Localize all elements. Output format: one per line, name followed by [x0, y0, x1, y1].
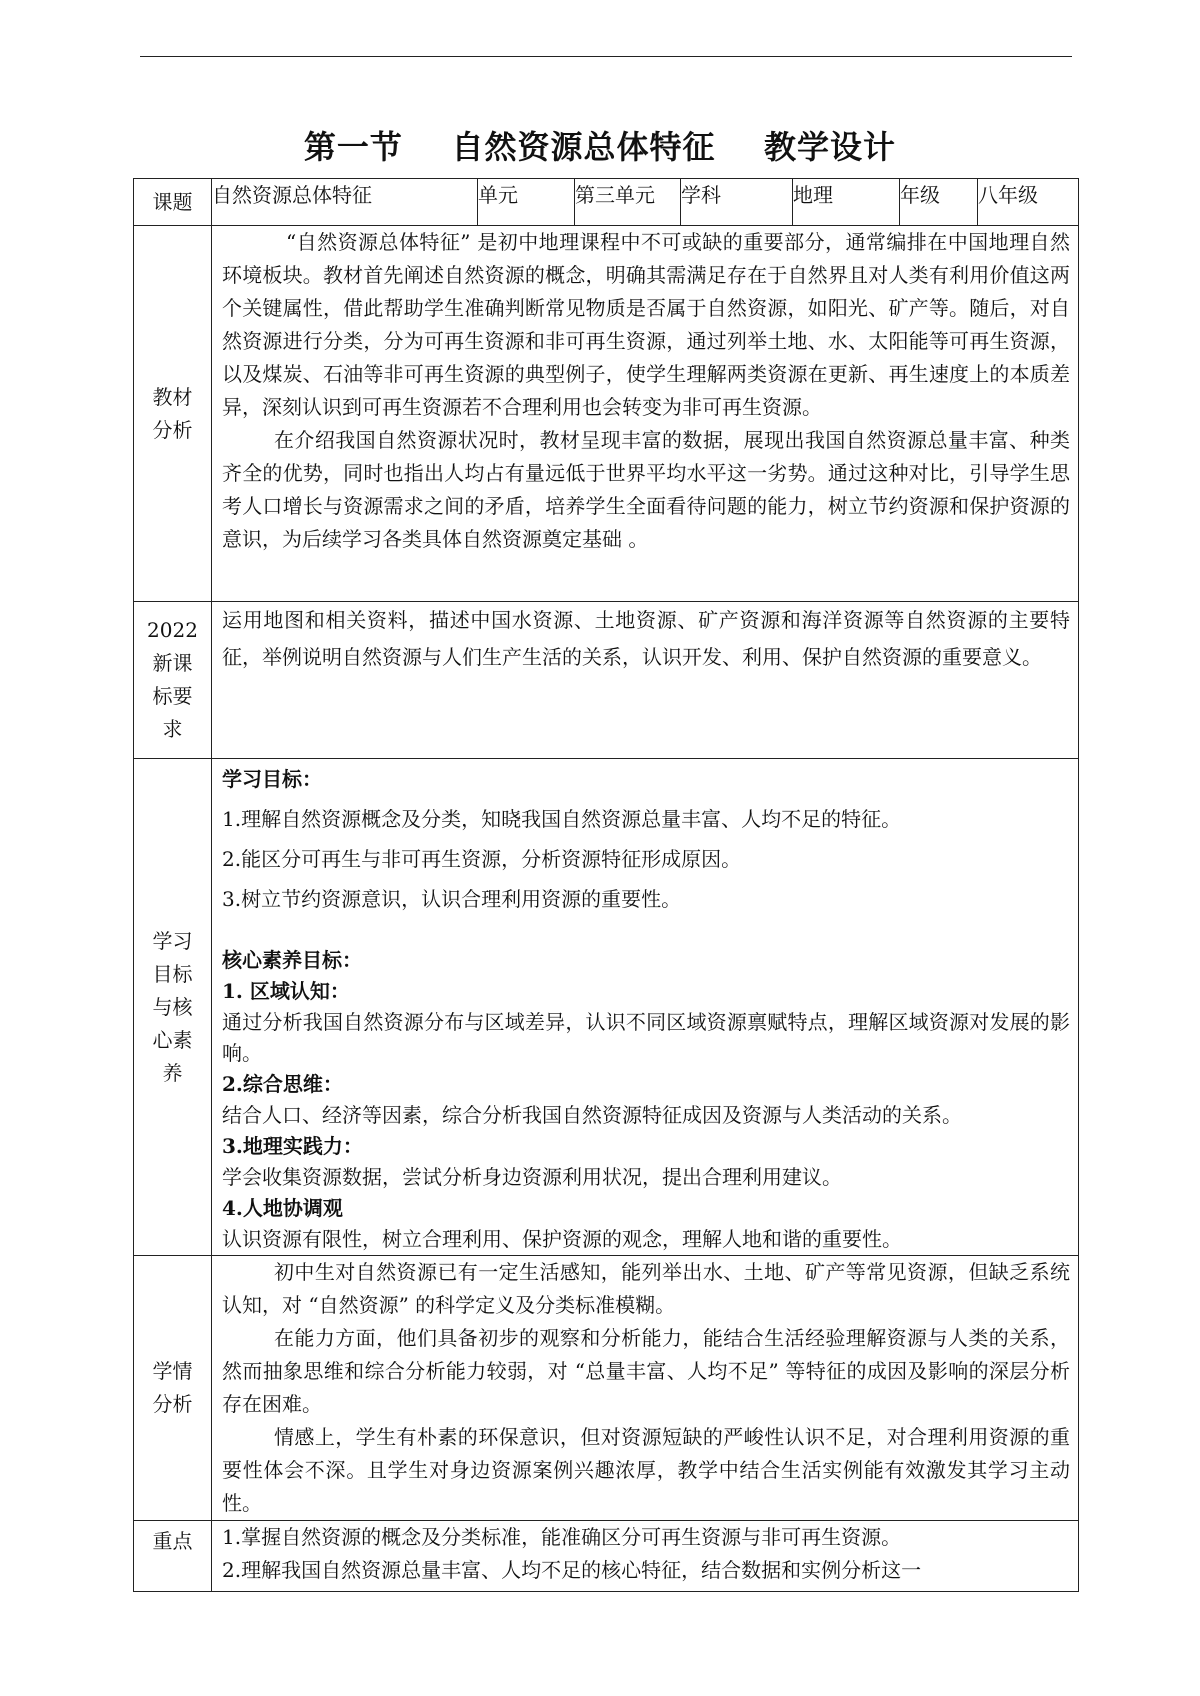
- label-line: 分析: [152, 1392, 193, 1416]
- curriculum-standard-content: [212, 602, 1079, 759]
- textbook-analysis-label: [134, 226, 212, 602]
- student-analysis-label: [134, 1256, 212, 1521]
- core-item-title: 3.地理实践力：: [222, 1134, 363, 1158]
- core-item-text: 通过分析我国自然资源分布与区域差异，认识不同区域资源禀赋特点，理解区域资源对发展的影响。: [222, 1010, 1070, 1065]
- spacer: [222, 919, 1070, 945]
- textbook-analysis-content: [212, 226, 1079, 602]
- header-rule: [140, 56, 1072, 57]
- label-line: 养: [162, 1060, 183, 1085]
- key-point-item: 2.理解我国自然资源总量丰富、人均不足的核心特征，结合数据和实例分析这一: [222, 1558, 922, 1582]
- core-goals-heading: 核心素养目标：: [222, 948, 362, 972]
- goals-content: [212, 759, 1079, 1256]
- learning-goals-heading: 学习目标：: [222, 767, 322, 791]
- unit-label: 单元: [478, 179, 575, 226]
- paragraph: 情感上，学生有朴素的环保意识，但对资源短缺的严峻性认识不足，对合理利用资源的重要性体会不深。且学生对身边资源案例兴趣浓厚，教学中结合生活实例能有效激发其学习主动性。: [222, 1425, 1070, 1515]
- subject-value: 地理: [793, 179, 900, 226]
- paragraph: 在能力方面，他们具备初步的观察和分析能力，能结合生活经验理解资源与人类的关系，然而抽象思维和综合分析能力较弱，对 “总量丰富、人均不足” 等特征的成因及影响的深层分析存在困难。: [222, 1326, 1070, 1416]
- label-line: 2022: [147, 618, 198, 642]
- key-points-label: 重点: [134, 1521, 212, 1592]
- core-item-text: 学会收集资源数据，尝试分析身边资源利用状况，提出合理利用建议。: [222, 1165, 842, 1189]
- label-line: 目标: [152, 961, 193, 986]
- learning-goal-item: 1.理解自然资源概念及分类，知晓我国自然资源总量丰富、人均不足的特征。: [222, 807, 902, 831]
- document-title: 第一节 自然资源总体特征 教学设计: [303, 128, 897, 166]
- goals-label: [134, 759, 212, 1256]
- paragraph: 在介绍我国自然资源状况时，教材呈现丰富的数据，展现出我国自然资源总量丰富、种类齐全的优势，同时也指出人均占有量远低于世界平均水平这一劣势。通过这种对比，引导学生思考人口增长与资源需求之间的矛盾，培养学生全面看待问题的能力，树立节约资源和保护资源的意识，为后续学习各类具体自然资源奠定基础 。: [222, 428, 1070, 551]
- label-line: 与核: [152, 994, 193, 1019]
- student-analysis-row: [134, 1256, 1079, 1521]
- core-item-text: 结合人口、经济等因素，综合分析我国自然资源特征成因及资源与人类活动的关系。: [222, 1103, 962, 1127]
- label-line: 求: [162, 717, 183, 741]
- topic-value: 自然资源总体特征: [212, 179, 478, 226]
- header-row: [134, 179, 1079, 226]
- learning-goal-item: 2.能区分可再生与非可再生资源，分析资源特征形成原因。: [222, 847, 742, 871]
- learning-goal-item: 3.树立节约资源意识，认识合理利用资源的重要性。: [222, 887, 682, 911]
- paragraph: 运用地图和相关资料，描述中国水资源、土地资源、矿产资源和海洋资源等自然资源的主要特征，举例说明自然资源与人们生产生活的关系，认识开发、利用、保护自然资源的重要意义。: [222, 608, 1070, 669]
- curriculum-standard-label: [134, 602, 212, 759]
- unit-value: 第三单元: [575, 179, 681, 226]
- key-points-content: [212, 1521, 1079, 1592]
- label-line: 教材: [152, 384, 193, 409]
- paragraph: 初中生对自然资源已有一定生活感知，能列举出水、土地、矿产等常见资源，但缺乏系统认知，对 “自然资源” 的科学定义及分类标准模糊。: [222, 1260, 1070, 1317]
- goals-row: [134, 759, 1079, 1256]
- core-item-title: 2.综合思维：: [222, 1072, 343, 1096]
- topic-label: 课题: [134, 179, 212, 226]
- label-line: 标要: [152, 684, 193, 708]
- label-line: 心素: [152, 1027, 193, 1052]
- label-line: 学习: [152, 928, 193, 953]
- subject-label: 学科: [681, 179, 793, 226]
- label-line: 新课: [152, 651, 193, 675]
- paragraph: “自然资源总体特征” 是初中地理课程中不可或缺的重要部分，通常编排在中国地理自然环境板块。教材首先阐述自然资源的概念，明确其需满足存在于自然界且对人类有利用价值这两个关键属性，借此帮助学生准确判断常见物质是否属于自然资源，如阳光、矿产等。随后，对自然资源进行分类，分为可再生资源和非可再生资源，通过列举土地、水、太阳能等可再生资源，以及煤炭、石油等非可再生资源的典型例子，使学生理解两类资源在更新、再生速度上的本质差异，深刻认识到可再生资源若不合理利用也会转变为非可再生资源。: [222, 230, 1070, 419]
- curriculum-standard-row: [134, 602, 1079, 759]
- key-point-item: 1.掌握自然资源的概念及分类标准，能准确区分可再生资源与非可再生资源。: [222, 1525, 902, 1549]
- label-line: 分析: [152, 417, 193, 442]
- label-line: 学情: [152, 1359, 193, 1383]
- core-competency-goals: [222, 945, 1070, 1255]
- core-item-title: 1. 区域认知：: [222, 979, 350, 1003]
- textbook-analysis-row: [134, 226, 1079, 602]
- key-points-row: [134, 1521, 1079, 1592]
- core-item-text: 认识资源有限性，树立合理利用、保护资源的观念，理解人地和谐的重要性。: [222, 1227, 902, 1251]
- grade-label: 年级: [900, 179, 978, 226]
- grade-value: 八年级: [978, 179, 1079, 226]
- core-item-title: 4.人地协调观: [222, 1196, 343, 1220]
- learning-goals: [222, 759, 1070, 919]
- student-analysis-content: [212, 1256, 1079, 1521]
- lesson-design-table: [133, 178, 1079, 1592]
